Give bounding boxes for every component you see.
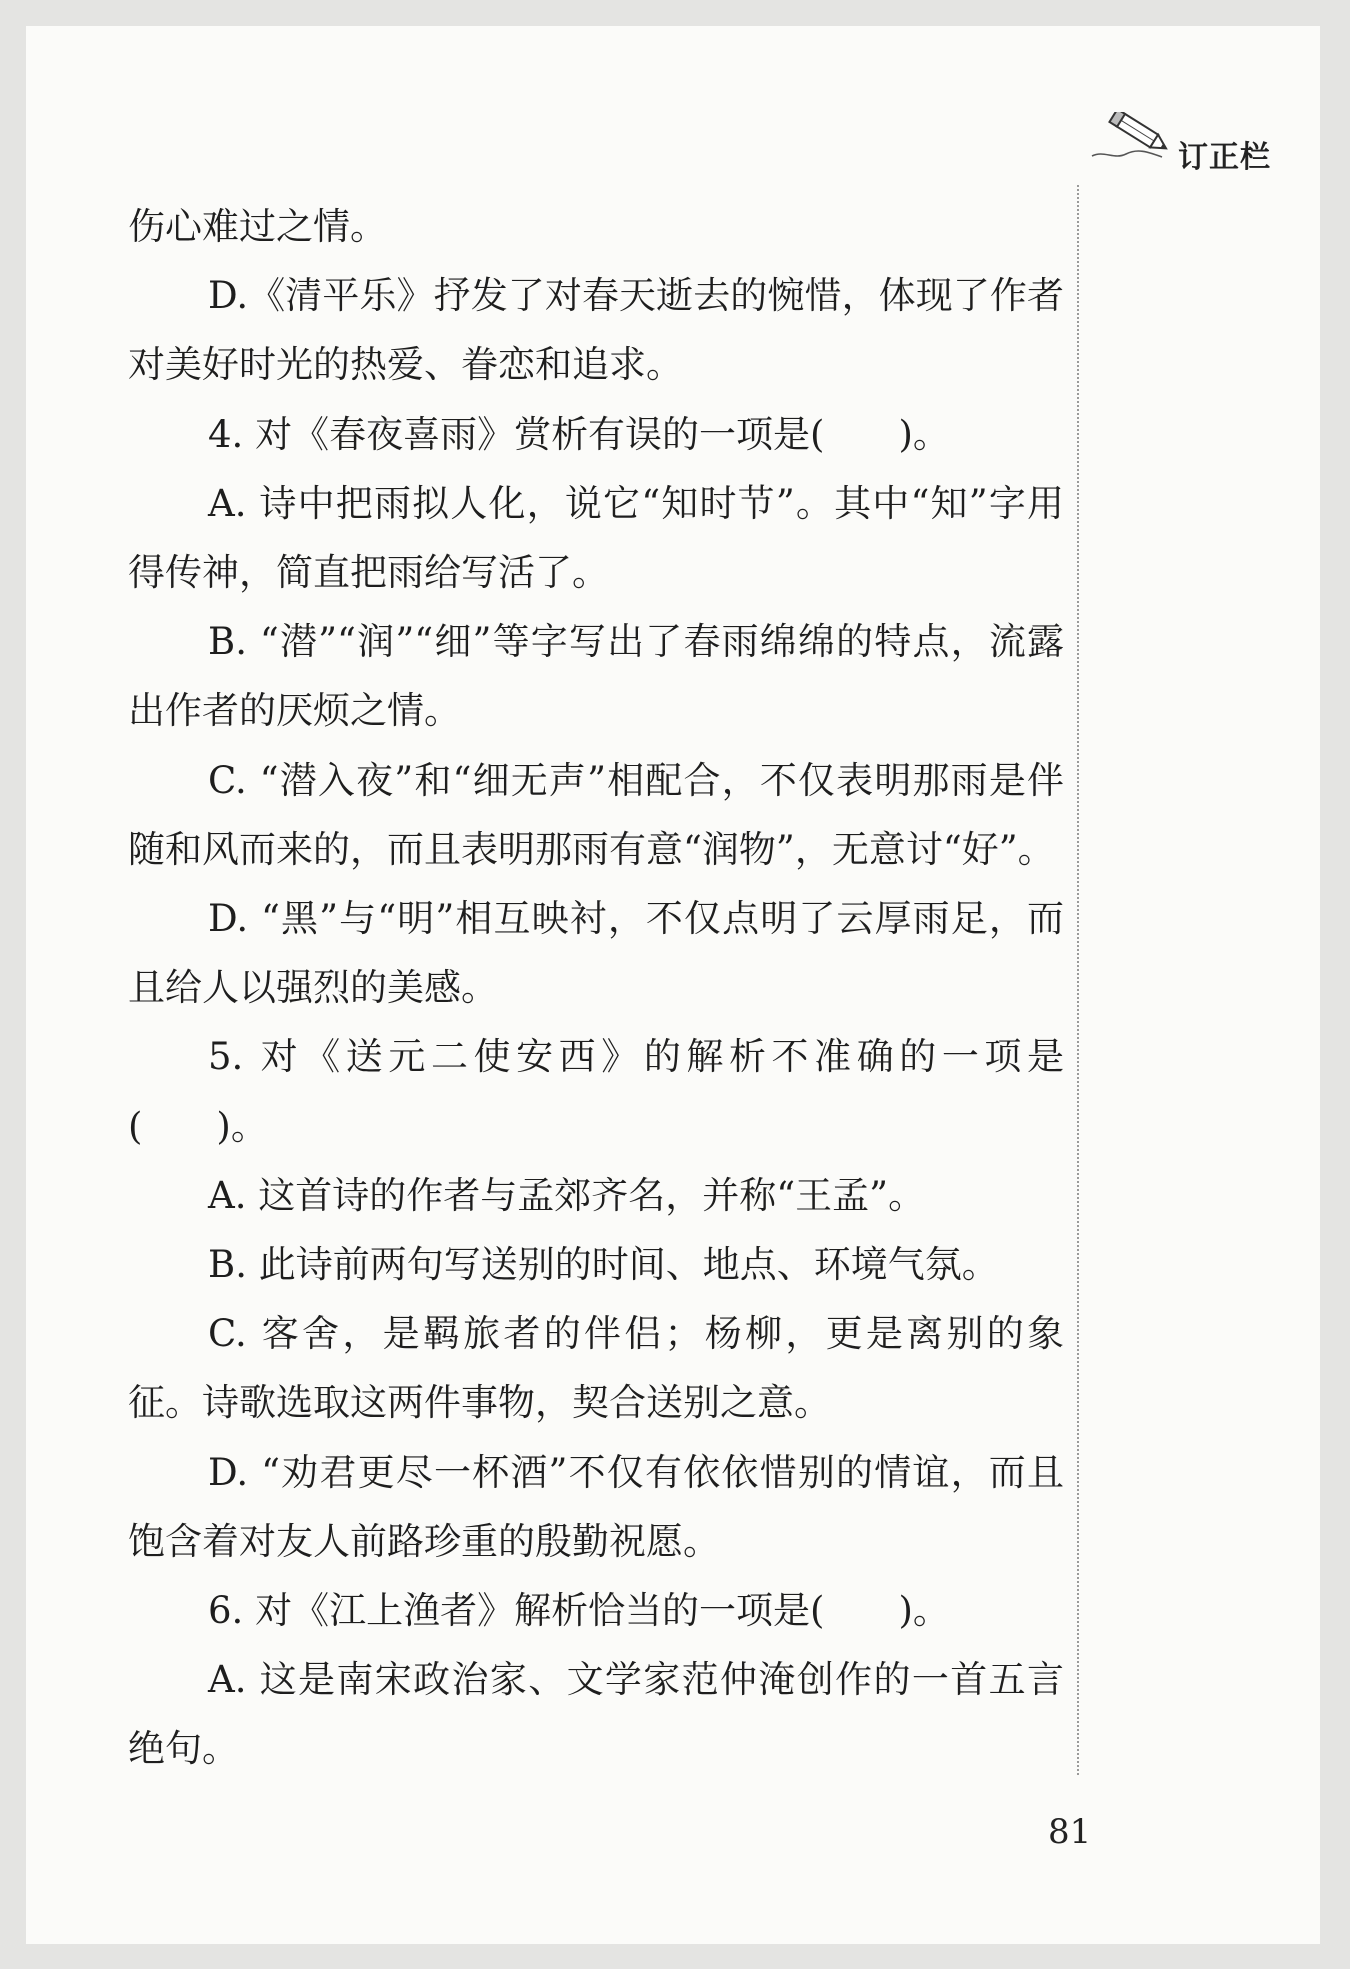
option-a-q5: A. 这首诗的作者与孟郊齐名，并称“王孟”。 [208,1173,926,1217]
question-6: 6. 对《江上渔者》解析恰当的一项是( )。 [208,1589,950,1633]
option-d-q4: D. “黑”与“明”相互映衬，不仅点明了云厚雨足，而且给人以强烈的美感。 [128,897,1064,1010]
option-d-q5: D. “劝君更尽一杯酒”不仅有依依惜别的情谊，而且饱含着对友人前路珍重的殷勤祝愿。 [128,1450,1064,1563]
question-5: 5. 对《送元二使安西》的解析不准确的一项是( )。 [128,1035,1064,1148]
exercise-text [128,192,1064,1784]
correction-divider [1077,185,1079,1775]
question-4: 4. 对《春夜喜雨》赏析有误的一项是( )。 [208,412,950,456]
option-a-q6: A. 这是南宋政治家、文学家范仲淹创作的一首五言绝句。 [128,1658,1064,1771]
correction-column-header [1090,112,1320,175]
pencil-icon [1090,112,1182,164]
correction-column-label: 订正栏 [1178,140,1271,175]
option-b-q4: B. “潜”“润”“细”等字写出了春雨绵绵的特点，流露出作者的厌烦之情。 [128,620,1064,733]
page-number: 81 [1048,1812,1092,1852]
option-d-q3: D.《清平乐》抒发了对春天逝去的惋惜，体现了作者对美好时光的热爱、眷恋和追求。 [128,274,1064,387]
option-c-q5: C. 客舍，是羁旅者的伴侣；杨柳，更是离别的象征。诗歌选取这两件事物，契合送别之意。 [128,1312,1064,1425]
option-b-q5: B. 此诗前两句写送别的时间、地点、环境气氛。 [208,1243,999,1287]
option-a-q4: A. 诗中把雨拟人化，说它“知时节”。其中“知”字用得传神，简直把雨给写活了。 [128,481,1064,595]
option-c-q4: C. “潜入夜”和“细无声”相配合，不仅表明那雨是伴随和风而来的，而且表明那雨有意“润物”，无意讨“好”。 [128,758,1064,871]
paragraph-continuation: 伤心难过之情。 [128,205,387,248]
